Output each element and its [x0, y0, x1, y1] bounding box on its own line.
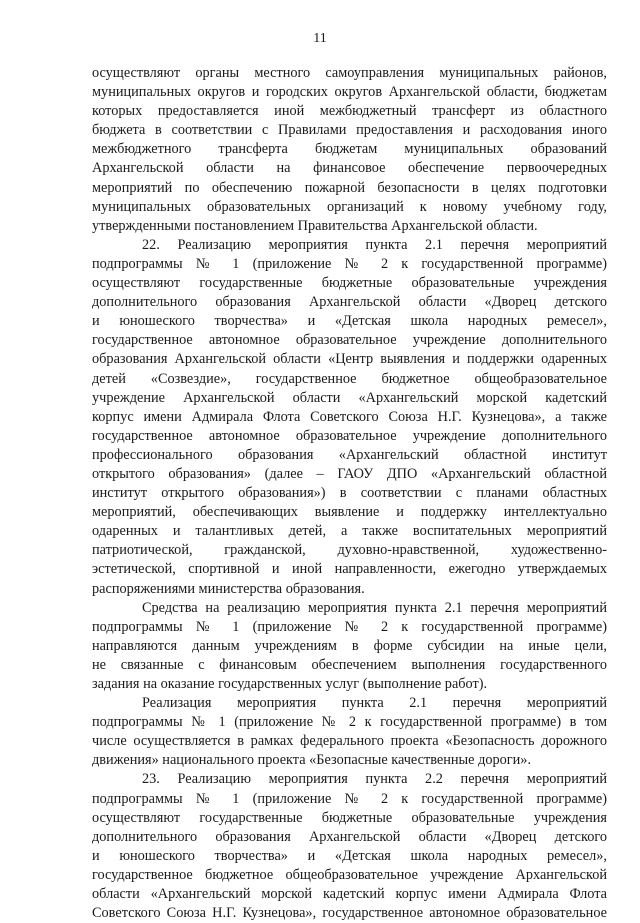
- text-line: мероприятий по обеспечению пожарной безопасности в целях подготовки: [92, 179, 607, 196]
- text-line: детей «Созвездие», государственное бюджетное общеобразовательное: [92, 370, 607, 387]
- paragraph-funding: [92, 599, 607, 694]
- text-line: осуществляют государственные бюджетные образовательные учреждения: [92, 809, 607, 826]
- text-line: задания на оказание государственных услуг (выполнение работ).: [92, 676, 488, 692]
- paragraph-item-22: [92, 236, 607, 599]
- text-line: муниципальных округов и городских округов Архангельской области, бюджетам: [92, 84, 607, 101]
- text-line: образования Архангельской области «Центр выявления и поддержки одаренных: [92, 351, 607, 368]
- text-line: 22. Реализацию мероприятия пункта 2.1 перечня мероприятий: [142, 236, 607, 253]
- text-line: патриотической, гражданской, духовно-нравственной, художественно-: [92, 542, 607, 559]
- text-line: государственное бюджетное общеобразовательное учреждение Архангельской: [92, 866, 607, 883]
- paragraph-continuation: [92, 64, 607, 236]
- text-line: движения» национального проекта «Безопасные качественные дороги».: [92, 752, 532, 769]
- text-line: бюджета в соответствии с Правилами предоставления и расходования иного: [92, 122, 607, 139]
- text-line: дополнительного образования Архангельской области «Дворец детского: [92, 294, 607, 311]
- text-line: эстетической, спортивной и иной направленности, ежегодно утверждаемых: [92, 561, 607, 578]
- text-line: Архангельской области на финансовое обеспечение первоочередных: [92, 160, 607, 177]
- text-line: которых предоставляется иной межбюджетный трансферт из областного: [92, 103, 607, 120]
- text-line: дополнительного образования Архангельской области «Дворец детского: [92, 828, 607, 845]
- text-line: осуществляют государственные бюджетные образовательные учреждения: [92, 275, 607, 292]
- text-line: осуществляют органы местного самоуправления муниципальных районов,: [92, 65, 607, 81]
- text-line: подпрограммы № 1 (приложение № 2 к государственной программе): [92, 255, 607, 272]
- text-line: межбюджетного трансферта бюджетам муниципальных образований: [92, 141, 607, 158]
- paragraph-item-23: [92, 770, 607, 923]
- text-line: профессионального образования «Архангельский областной институт: [92, 446, 607, 463]
- text-line: мероприятий, обеспечивающих выявление и поддержку интеллектуально: [92, 504, 607, 521]
- text-line: институт открытого образования») в соответствии с планами областных: [92, 485, 607, 502]
- text-line: корпус имени Адмирала Флота Советского Союза Н.Г. Кузнецова», а также: [92, 408, 607, 425]
- page-number: 11: [313, 31, 327, 46]
- text-line: направляются данным учреждениям в форме субсидии на иные цели,: [92, 637, 607, 654]
- text-line: государственное автономное образовательное учреждение дополнительного: [92, 427, 607, 444]
- text-line: одаренных и талантливых детей, а также воспитательных мероприятий: [92, 523, 607, 540]
- text-line: области «Архангельский морской кадетский корпус имени Адмирала Флота: [92, 886, 607, 903]
- paragraph-federal-project: [92, 694, 607, 770]
- text-line: подпрограммы № 1 (приложение № 2 к государственной программе) в том: [92, 714, 607, 731]
- text-line: числе осуществляется в рамках федерального проекта «Безопасность дорожного: [92, 733, 607, 750]
- text-line: подпрограммы № 1 (приложение № 2 к государственной программе): [92, 618, 607, 635]
- text-line: открытого образования» (далее – ГАОУ ДПО «Архангельский областной: [92, 465, 607, 482]
- text-line: Средства на реализацию мероприятия пункта 2.1 перечня мероприятий: [142, 599, 607, 616]
- text-line: Советского Союза Н.Г. Кузнецова», государственное автономное образовательное: [92, 905, 607, 922]
- text-line: 23. Реализацию мероприятия пункта 2.2 перечня мероприятий: [142, 771, 607, 788]
- text-line: Реализация мероприятия пункта 2.1 перечня мероприятий: [142, 695, 607, 712]
- document-body: [92, 64, 607, 923]
- text-line: подпрограммы № 1 (приложение № 2 к государственной программе): [92, 790, 607, 807]
- text-line: и юношеского творчества» и «Детская школа народных ремесел»,: [92, 847, 607, 864]
- text-line: учреждение Архангельской области «Архангельский морской кадетский: [92, 389, 607, 406]
- text-line: распоряжениями министерства образования.: [92, 580, 365, 597]
- text-line: не связанные с финансовым обеспечением выполнения государственного: [92, 656, 607, 673]
- text-line: муниципальных образовательных организаций к новому учебному году,: [92, 198, 607, 215]
- text-line: утвержденными постановлением Правительства Архангельской области.: [92, 217, 538, 234]
- text-line: государственное автономное образовательное учреждение дополнительного: [92, 332, 607, 349]
- text-line: и юношеского творчества» и «Детская школа народных ремесел»,: [92, 313, 607, 330]
